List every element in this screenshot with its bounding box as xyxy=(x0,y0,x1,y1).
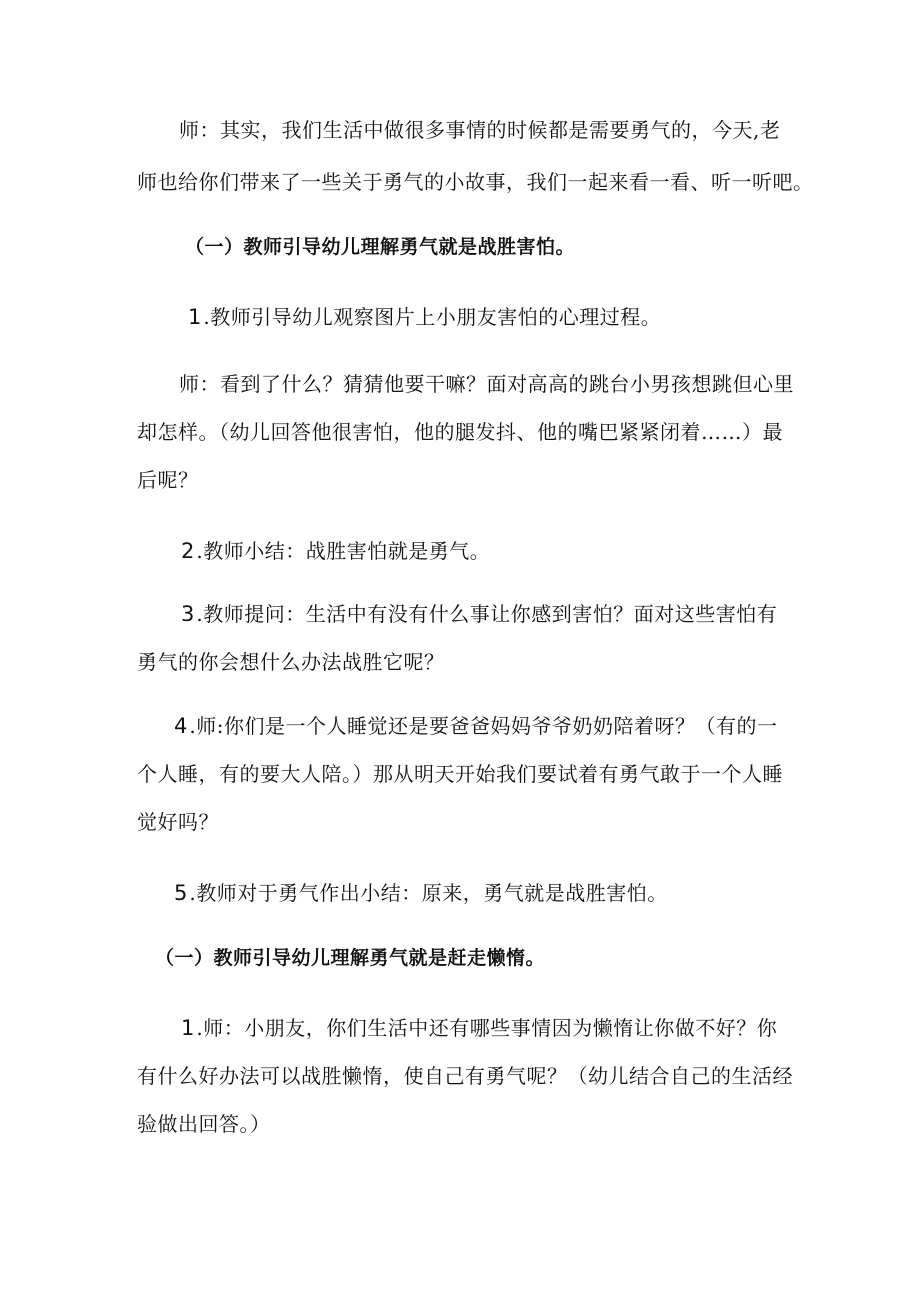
list-item xyxy=(181,600,777,628)
list-item xyxy=(181,1014,777,1042)
paragraph-line: 勇气的你会想什么办法战胜它呢？ xyxy=(137,650,445,674)
list-item-text: .教师提问：生活中有没有什么事让你感到害怕？面对这些害怕有 xyxy=(196,602,778,626)
list-item-number: 4 xyxy=(174,714,190,738)
list-item-text: .师:你们是一个人睡觉还是要爸爸妈妈爷爷奶奶陪着呀？（有的一 xyxy=(189,714,778,738)
list-item xyxy=(174,879,668,907)
paragraph-line: 师也给你们带来了一些关于勇气的小故事，我们一起来看一看、听一听吧。 xyxy=(137,170,814,194)
list-item-number: 2 xyxy=(181,539,197,563)
section-heading: （一）教师引导幼儿理解勇气就是赶走懒惰。 xyxy=(155,947,546,969)
list-item xyxy=(174,712,777,740)
paragraph-line: 觉好吗？ xyxy=(137,810,219,834)
paragraph-line: 验做出回答。） xyxy=(137,1112,271,1136)
list-item-number: 3 xyxy=(181,602,197,626)
section-heading: （一）教师引导幼儿理解勇气就是战胜害怕。 xyxy=(185,236,576,258)
paragraph-line: 有什么好办法可以战胜懒惰，使自己有勇气呢？（幼儿结合自己的生活经 xyxy=(137,1064,793,1088)
paragraph-line: 却怎样。（幼儿回答他很害怕，他的腿发抖、他的嘴巴紧紧闭着……）最 xyxy=(137,420,783,444)
paragraph-line: 后呢？ xyxy=(137,468,199,492)
list-item-number: 5 xyxy=(174,881,190,905)
list-item-number: 1 xyxy=(181,1016,197,1040)
list-item-text: .教师小结：战胜害怕就是勇气。 xyxy=(196,539,491,563)
paragraph-line: 师：其实，我们生活中做很多事情的时候都是需要勇气的，今天,老 xyxy=(179,118,781,142)
list-item xyxy=(188,303,661,331)
list-item-text: .教师引导幼儿观察图片上小朋友害怕的心理过程。 xyxy=(203,305,662,329)
list-item-text: .师：小朋友，你们生活中还有哪些事情因为懒惰让你做不好？你 xyxy=(196,1016,778,1040)
list-item-number: 1 xyxy=(188,305,204,329)
list-item-text: .教师对于勇气作出小结：原来，勇气就是战胜害怕。 xyxy=(189,881,668,905)
paragraph-line: 个人睡，有的要大人陪。）那从明天开始我们要试着有勇气敢于一个人睡 xyxy=(137,762,783,786)
list-item xyxy=(181,537,490,565)
paragraph-line: 师：看到了什么？猜猜他要干嘛？面对高高的跳台小男孩想跳但心里 xyxy=(179,372,794,396)
